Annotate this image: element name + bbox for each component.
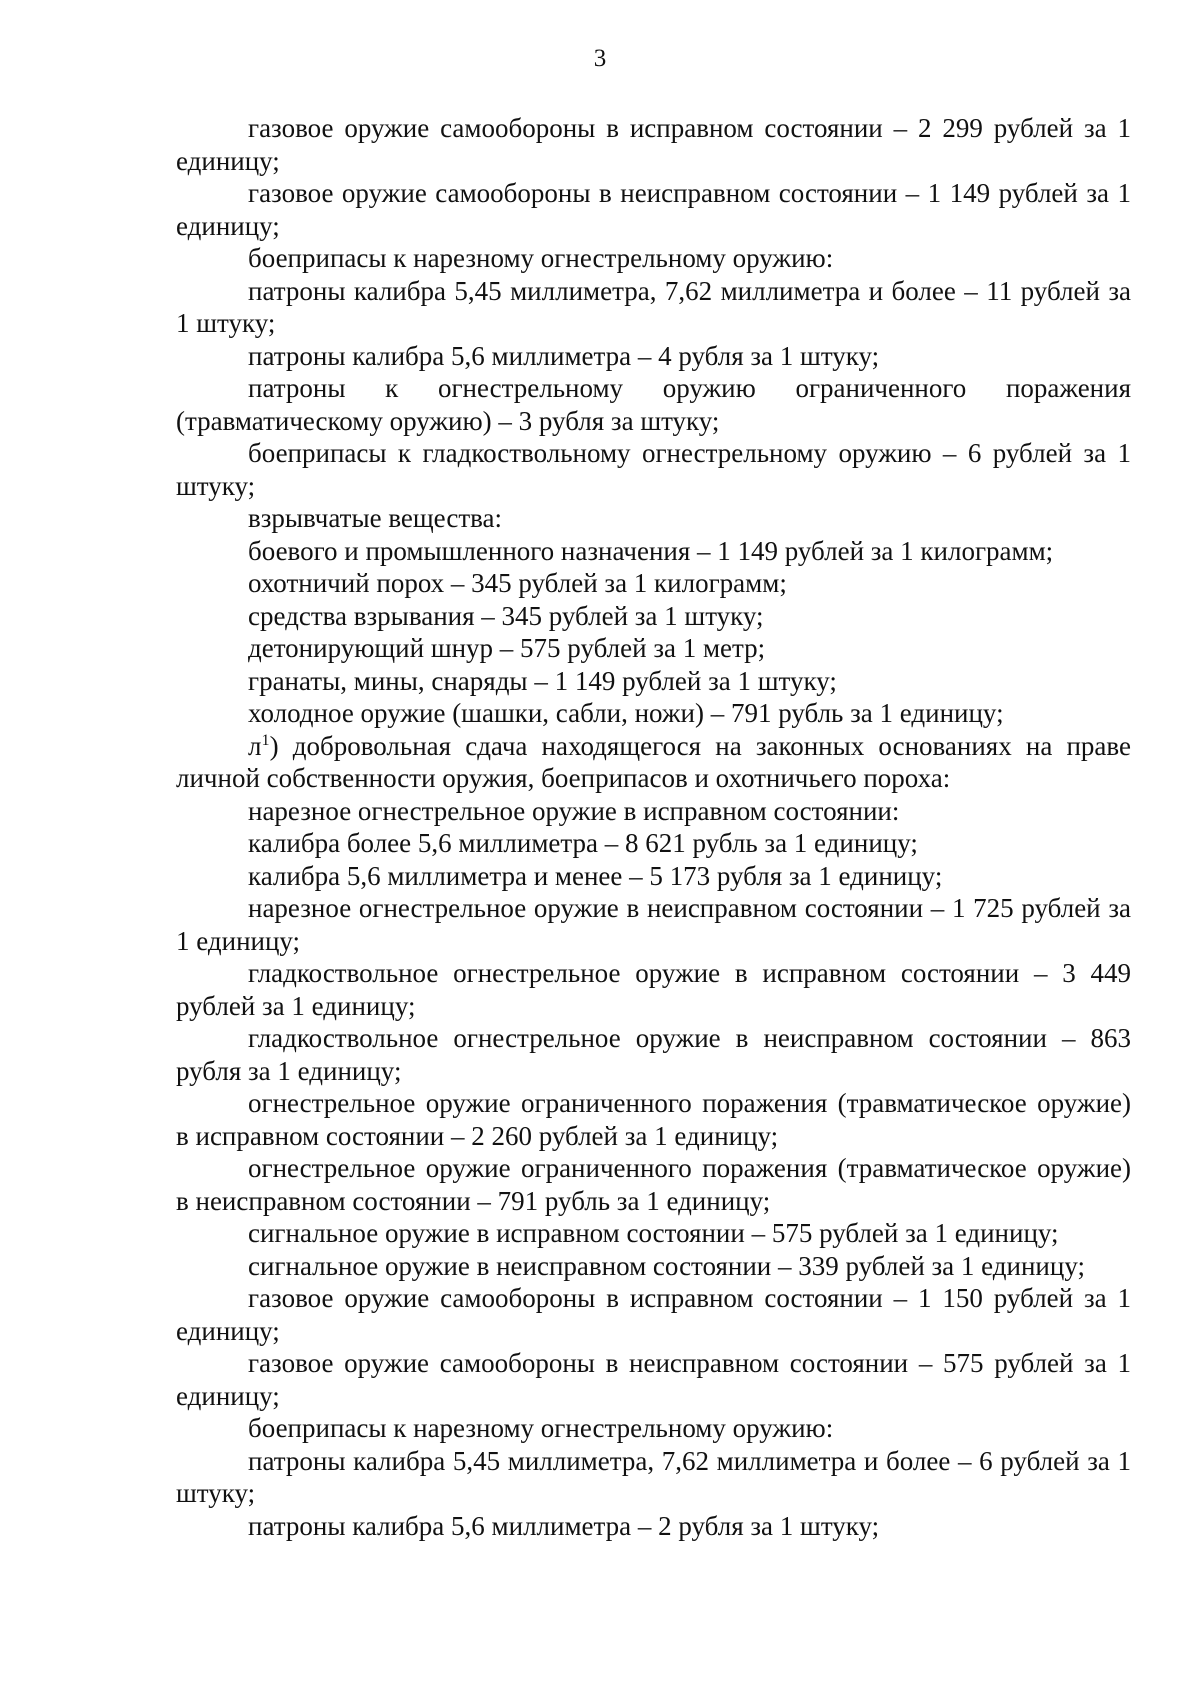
paragraph-caliber-over-5-6-price: калибра более 5,6 миллиметра – 8 621 рубль за 1 единицу; [248,828,918,858]
paragraph-detonators-price: средства взрывания – 345 рублей за 1 штуку; [248,600,764,631]
paragraph-gas-weapon-working-price: газовое оружие самообороны в исправном состоянии – 2 299 рублей за 1 единицу; [176,113,1131,176]
paragraph-rifled-ammo-heading: боеприпасы к нарезному огнестрельному оружию: [248,243,834,273]
paragraph-traumatic-ammo-price: патроны к огнестрельному оружию ограниченного поражения (травматическому оружию) – 3 рубля за штуку; [176,373,1131,436]
paragraph-signal-working-price: сигнальное оружие в исправном состоянии – 575 рублей за 1 единицу; [248,1218,1059,1248]
clause-letter: л [248,730,262,761]
paragraph-military-explosives-price: боевого и промышленного назначения – 1 149 рублей за 1 килограмм; [248,535,1054,566]
paragraph-cold-weapons-price: холодное оружие (шашки, сабли, ножи) – 791 рубль за 1 единицу; [248,698,1004,728]
paragraph-gas-weapon-working-price-2: газовое оружие самообороны в исправном состоянии – 1 150 рублей за 1 единицу; [176,1283,1131,1346]
page-number: 3 [593,45,607,72]
paragraph-rifled-working-heading: нарезное огнестрельное оружие в исправном состоянии: [248,795,900,826]
clause-text: ) добровольная сдача находящегося на законных основаниях на праве личной собственности оружия, боеприпасов и охотничьего пороха: [176,730,1131,793]
clause-superscript: 1 [261,730,270,749]
paragraph-signal-faulty-price: сигнальное оружие в неисправном состоянии – 339 рублей за 1 единицу; [248,1250,1085,1281]
paragraph-smoothbore-faulty-price: гладкоствольное огнестрельное оружие в неисправном состоянии – 863 рубля за 1 единицу; [176,1023,1131,1086]
paragraph-voluntary-surrender-heading [176,730,1131,795]
document-body [176,112,1131,1542]
paragraph-cartridges-5-45-price: патроны калибра 5,45 миллиметра, 7,62 миллиметра и более – 11 рублей за 1 штуку; [176,275,1131,338]
paragraph-smoothbore-working-price: гладкоствольное огнестрельное оружие в исправном состоянии – 3 449 рублей за 1 единицу; [176,958,1131,1021]
paragraph-caliber-5-6-and-less-price: калибра 5,6 миллиметра и менее – 5 173 рубля за 1 единицу; [248,860,943,891]
paragraph-traumatic-faulty-price: огнестрельное оружие ограниченного поражения (травматическое оружие) в неисправном состоянии – 791 рубль за 1 единицу; [176,1153,1131,1216]
paragraph-traumatic-working-price: огнестрельное оружие ограниченного поражения (травматическое оружие) в исправном состоянии – 2 260 рублей за 1 единицу; [176,1088,1131,1151]
paragraph-rifled-ammo-heading-2: боеприпасы к нарезному огнестрельному оружию: [248,1413,834,1443]
paragraph-cartridges-5-45-price-2: патроны калибра 5,45 миллиметра, 7,62 миллиметра и более – 6 рублей за 1 штуку; [176,1445,1131,1508]
paragraph-detonating-cord-price: детонирующий шнур – 575 рублей за 1 метр; [248,633,766,663]
paragraph-gas-weapon-faulty-price-2: газовое оружие самообороны в неисправном состоянии – 575 рублей за 1 единицу; [176,1348,1131,1411]
paragraph-cartridges-5-6-price: патроны калибра 5,6 миллиметра – 4 рубля за 1 штуку; [248,340,880,371]
paragraph-grenades-price: гранаты, мины, снаряды – 1 149 рублей за 1 штуку; [248,665,837,696]
paragraph-hunting-powder-price: охотничий порох – 345 рублей за 1 килограмм; [248,568,787,598]
paragraph-explosives-heading: взрывчатые вещества: [248,503,502,533]
paragraph-cartridges-5-6-price-2: патроны калибра 5,6 миллиметра – 2 рубля за 1 штуку; [248,1510,880,1541]
paragraph-rifled-faulty-price: нарезное огнестрельное оружие в неисправном состоянии – 1 725 рублей за 1 единицу; [176,893,1131,956]
paragraph-gas-weapon-faulty-price: газовое оружие самообороны в неисправном состоянии – 1 149 рублей за 1 единицу; [176,178,1131,241]
paragraph-smoothbore-ammo-price: боеприпасы к гладкоствольному огнестрельному оружию – 6 рублей за 1 штуку; [176,438,1131,501]
